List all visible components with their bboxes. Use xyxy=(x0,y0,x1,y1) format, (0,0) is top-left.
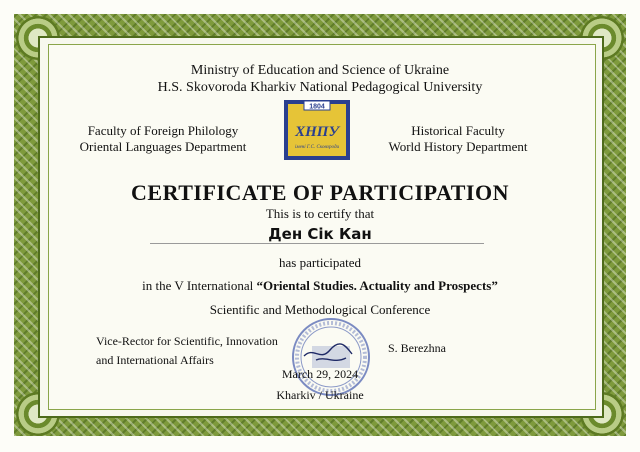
left-department xyxy=(58,123,268,155)
left-department-name: Oriental Languages Department xyxy=(79,139,247,154)
official-stamp xyxy=(290,316,372,398)
recipient-name: Ден Сік Кан xyxy=(268,225,372,243)
conference-prefix: in the V International xyxy=(142,278,254,293)
ministry-name: Ministry of Education and Science of Ukraine xyxy=(190,63,450,78)
right-faculty: Historical Faculty xyxy=(411,123,505,138)
signer-name: S. Berezhna xyxy=(388,341,446,355)
right-department-name: World History Department xyxy=(388,139,528,154)
left-faculty: Faculty of Foreign Philology xyxy=(87,123,239,138)
issue-date: March 29, 2024 xyxy=(281,367,359,381)
issuer-header xyxy=(0,62,640,96)
issue-place: Kharkiv / Ukraine xyxy=(276,388,364,402)
logo-subtext: імені Г.С. Сковороди xyxy=(294,145,340,150)
certificate-title: CERTIFICATE OF PARTICIPATION xyxy=(131,180,509,205)
certify-text: This is to certify that xyxy=(265,206,375,221)
signatory-role-line2: and International Affairs xyxy=(96,353,214,367)
signatory-role-line1: Vice-Rector for Scientific, Innovation xyxy=(96,334,278,348)
university-name: H.S. Skovoroda Kharkiv National Pedagogical University xyxy=(157,80,483,95)
conference-name: “Oriental Studies. Actuality and Prospects” xyxy=(256,278,498,293)
participated-text: has participated xyxy=(279,255,361,270)
conference-suffix: Scientific and Methodological Conference xyxy=(209,302,431,317)
right-department xyxy=(378,123,538,155)
logo-year: 1804 xyxy=(309,103,325,111)
conference-line xyxy=(0,278,640,294)
name-underline xyxy=(150,243,484,244)
logo-text: ХНПУ xyxy=(295,124,339,140)
university-logo xyxy=(274,98,360,162)
